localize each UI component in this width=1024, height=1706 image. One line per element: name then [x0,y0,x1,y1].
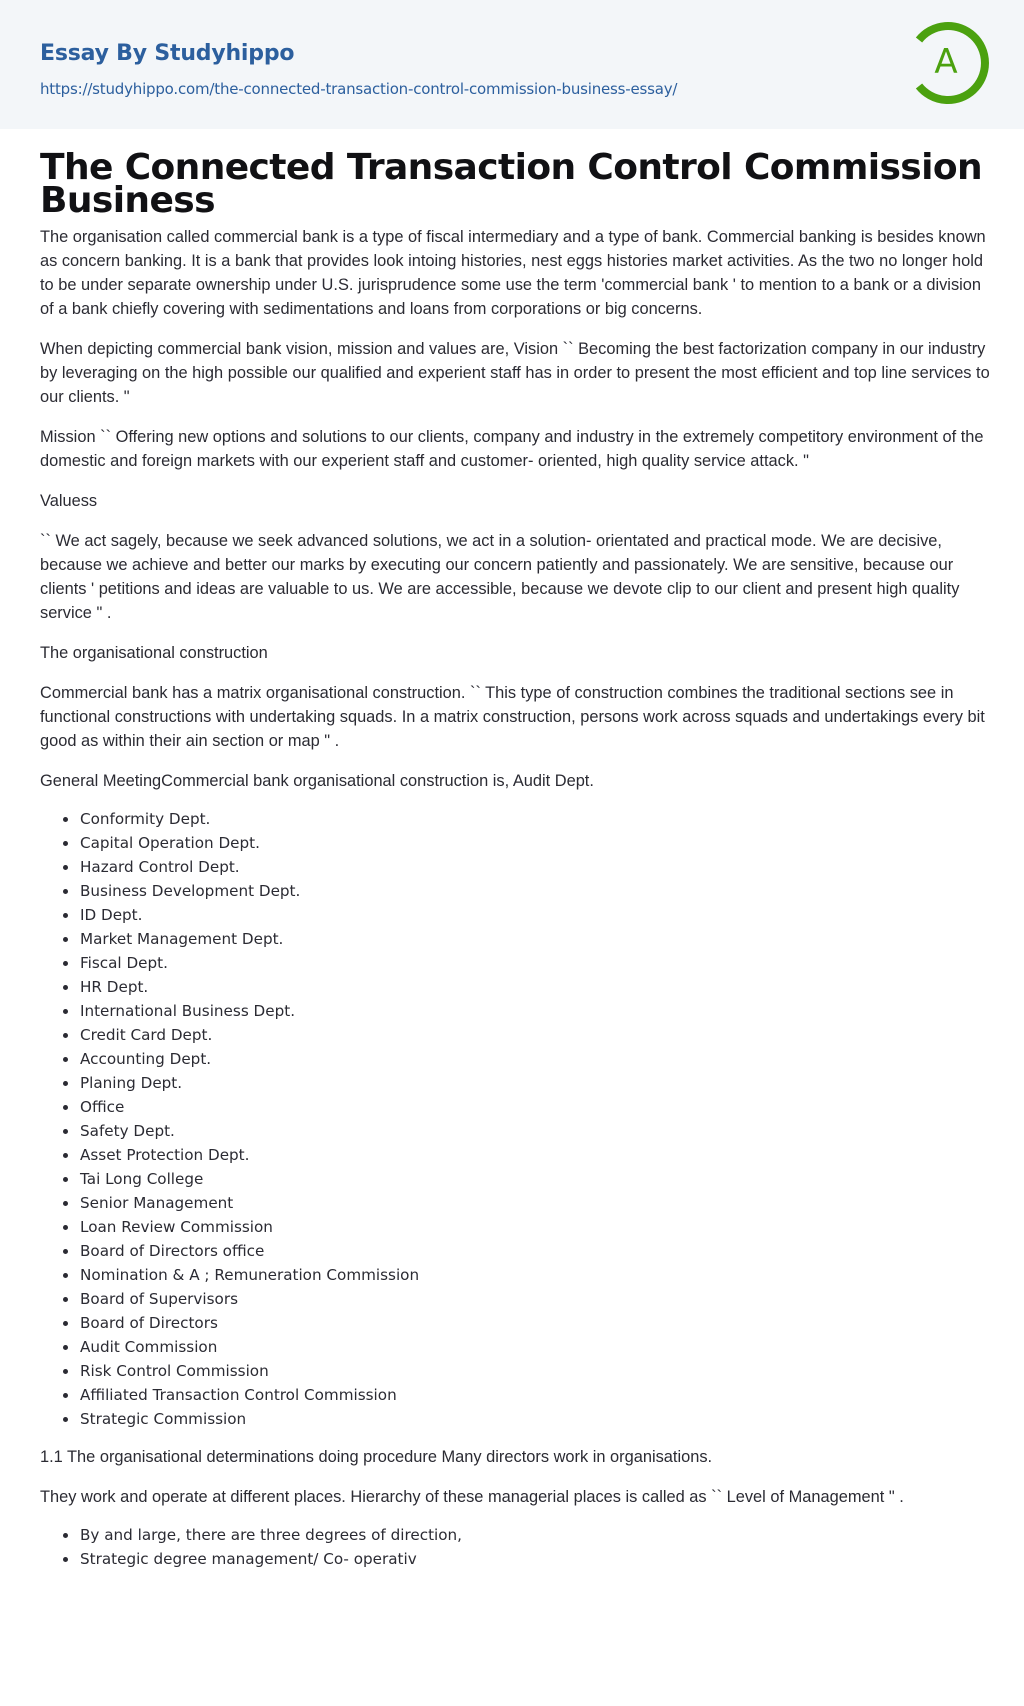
brand-title: Essay By Studyhippo [40,41,295,66]
bullet-icon [63,1033,68,1038]
levels-list [40,1523,984,1571]
paragraph-values-heading: Valuess [40,492,98,510]
bullet-icon [63,1297,68,1302]
list-item: Risk Control Commission [40,1359,984,1383]
logo-letter: A [934,42,958,82]
bullet-icon [63,1129,68,1134]
list-item: Hazard Control Dept. [40,855,984,879]
paragraph-values: `` We act sagely, because we seek advanced solutions, we act in a solution- orientated and practical mode. We are decisive, because we achieve and better our marks by executing our concern patiently and passionately. We are sensitive, because our clients ' petitions and ideas are valuable to us. We are accessible, because we devote clip to our client and present high quality service " . [40,532,960,622]
paragraph-construction-heading: The organisational construction [40,644,268,662]
site-header [0,0,1024,129]
bullet-icon [63,1533,68,1538]
list-item: Accounting Dept. [40,1047,984,1071]
list-item: Board of Supervisors [40,1287,984,1311]
list-item: Conformity Dept. [40,807,984,831]
bullet-icon [63,1201,68,1206]
list-item: Office [40,1095,984,1119]
article [0,129,1024,1571]
list-item: Audit Commission [40,1335,984,1359]
bullet-icon [63,841,68,846]
bullet-icon [63,1273,68,1278]
bullet-icon [63,817,68,822]
list-item: Board of Directors office [40,1239,984,1263]
bullet-icon [63,1417,68,1422]
bullet-icon [63,1105,68,1110]
list-item: Senior Management [40,1191,984,1215]
studyhippo-logo-icon[interactable] [905,18,991,108]
paragraph-intro: The organisation called commercial bank is a type of fiscal intermediary and a type of bank. Commercial banking is besides known as concern banking. It is a bank that provides look intoing histories, nest eggs histories market activities. As the two no longer hold to be under separate ownership under U.S. jurisprudence some use the term 'commercial bank ' to mention to a bank or a division of a bank chiefly covering with sedimentations and loans from corporations or big concerns. [40,228,986,318]
list-item: Tai Long College [40,1167,984,1191]
bullet-icon [63,1081,68,1086]
list-item: Capital Operation Dept. [40,831,984,855]
list-item: International Business Dept. [40,999,984,1023]
bullet-icon [63,1393,68,1398]
bullet-icon [63,865,68,870]
source-url-link[interactable]: https://studyhippo.com/the-connected-transaction-control-commission-business-essay/ [40,80,678,98]
list-item: Safety Dept. [40,1119,984,1143]
bullet-icon [63,985,68,990]
departments-list [40,807,984,1431]
list-item: Planing Dept. [40,1071,984,1095]
bullet-icon [63,1369,68,1374]
list-item: Strategic degree management/ Co- operativ [40,1547,984,1571]
paragraph-general-meeting: General MeetingCommercial bank organisational construction is, Audit Dept. [40,772,594,790]
list-item: HR Dept. [40,975,984,999]
list-item: Business Development Dept. [40,879,984,903]
list-item: Strategic Commission [40,1407,984,1431]
bullet-icon [63,1249,68,1254]
bullet-icon [63,1225,68,1230]
list-item: Credit Card Dept. [40,1023,984,1047]
list-item: Affiliated Transaction Control Commission [40,1383,984,1407]
bullet-icon [63,1153,68,1158]
list-item: Loan Review Commission [40,1215,984,1239]
paragraph-vision: When depicting commercial bank vision, mission and values are, Vision `` Becoming the best factorization company in our industry by leveraging on the high possible our qualified and experient staff has in order to present the most efficient and top line services to our clients. " [40,340,990,406]
paragraph-levels-of-management: They work and operate at different places. Hierarchy of these managerial places is called as `` Level of Management " . [40,1488,904,1506]
bullet-icon [63,1177,68,1182]
list-item: Nomination & A ; Remuneration Commission [40,1263,984,1287]
list-item: Asset Protection Dept. [40,1143,984,1167]
list-item: By and large, there are three degrees of direction, [40,1523,984,1547]
page-title: The Connected Transaction Control Commission Business [40,147,983,221]
paragraph-decision-making: 1.1 The organisational determinations doing procedure Many directors work in organisations. [40,1448,713,1466]
bullet-icon [63,1557,68,1562]
bullet-icon [63,889,68,894]
bullet-icon [63,1057,68,1062]
bullet-icon [63,1345,68,1350]
bullet-icon [63,913,68,918]
list-item: Fiscal Dept. [40,951,984,975]
list-item: Market Management Dept. [40,927,984,951]
paragraph-mission: Mission `` Offering new options and solutions to our clients, company and industry in the extremely competitory environment of the domestic and foreign markets with our experient staff and customer- oriented, high quality service attack. " [40,428,984,470]
bullet-icon [63,1009,68,1014]
list-item: Board of Directors [40,1311,984,1335]
list-item: ID Dept. [40,903,984,927]
paragraph-matrix: Commercial bank has a matrix organisational construction. `` This type of construction combines the traditional sections see in functional constructions with undertaking squads. In a matrix construction, persons work across squads and undertakings every bit good as within their ain section or map " . [40,684,985,750]
bullet-icon [63,1321,68,1326]
bullet-icon [63,937,68,942]
bullet-icon [63,961,68,966]
